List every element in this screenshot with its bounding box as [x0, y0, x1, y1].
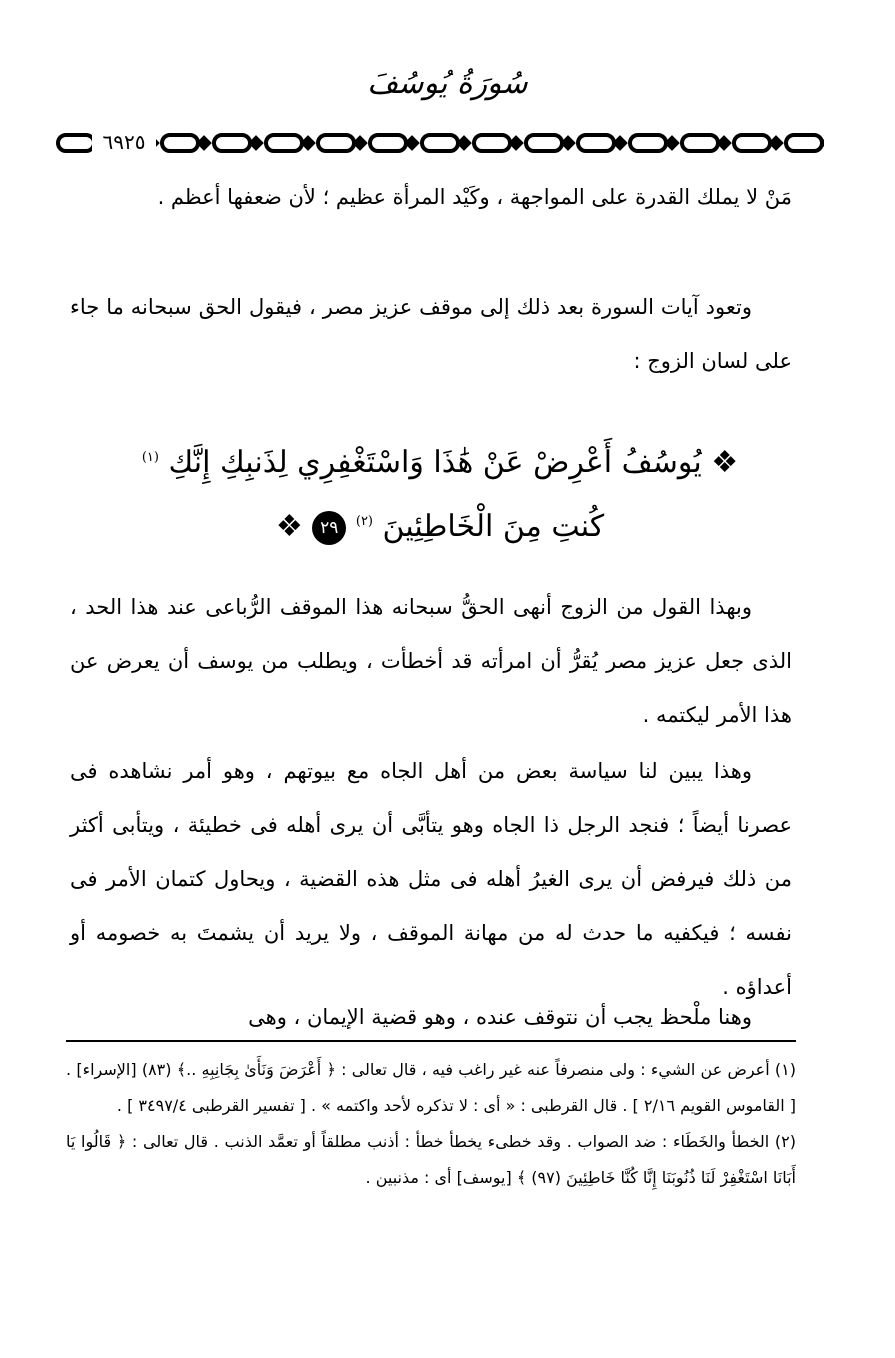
- page-number: ٦٩٢٥: [92, 128, 156, 156]
- surah-title: سُورَةُ يُوسُفَ: [367, 66, 528, 101]
- verse-line-1: [140, 426, 740, 495]
- paragraph-2: وتعود آيات السورة بعد ذلك إلى موقف عزيز مصر ، فيقول الحق سبحانه ما جاء على لسان الزوج :: [70, 295, 792, 373]
- paragraph-1: مَنْ لا يملك القدرة على المواجهة ، وكَيْد المرأة عظيم ؛ لأن ضعفها أعظم .: [157, 185, 792, 209]
- verse-line-2-text: كُنتِ مِنَ الْخَاطِئِينَ: [382, 509, 605, 544]
- footnote-2: (٢) الخطأ والخَطَاء : ضد الصواب . وقد خطىء يخطأ خطأ : أذنب مطلقاً أو تعمَّد الذنب . قال تعالى : ﴿ قَالُوا يَا أَبَانَا اسْتَغْفِرْ لَنَا ذُنُوبَنَا إِنَّا كُنَّا خَاطِئِينَ (٩٧) ﴾ [يوسف] أى : مذنبين .: [66, 1132, 796, 1187]
- footnote-marker-1: (١): [141, 450, 159, 465]
- footnote-marker-2: (٢): [355, 514, 373, 529]
- paragraph-3: وبهذا القول من الزوج أنهى الحقُّ سبحانه هذا الموقف الرُّباعى عند هذا الحد ، الذى جعل عزيز مصر يُقرُّ أن امرأته قد أخطأت ، ويطلب من يوسف أن يعرض عن هذا الأمر ليكتمه .: [70, 595, 792, 727]
- footnotes: [66, 1052, 796, 1196]
- footnote-1: (١) أعرض عن الشيء : ولى منصرفاً عنه غير راغب فيه ، قال تعالى : ﴿ أَعْرَضَ وَنَأَىٰ بِجَانِبِهِ ..﴾ (٨٣) [الإسراء] . [ القاموس القويم ٢/١٦ ] . قال القرطبى : « أى : لا تذكره لأحد واكتمه » . [ تفسير القرطبى ٣٤٩٧/٤ ] .: [66, 1060, 796, 1115]
- paragraph-5: وهنا ملْحظ يجب أن نتوقف عنده ، وهو قضية الإيمان ، وهى: [248, 1005, 752, 1029]
- header-chain-ornament: [52, 128, 824, 158]
- verse-bracket-open-icon: ❖: [711, 445, 739, 480]
- ayah-number-badge: ٢٩: [312, 511, 346, 545]
- verse-bracket-close-icon: ❖: [275, 509, 303, 544]
- paragraph-4: وهذا يبين لنا سياسة بعض من أهل الجاه مع بيوتهم ، وهو أمر نشاهده فى عصرنا أيضاً ؛ فنجد الرجل ذا الجاه وهو يتأبَّى أن يرى أهله فى خطيئة ، ويتأبى أكثر من ذلك فيرفض أن يرى الغيرُ أهله فى مثل هذه القضية ، ويحاول كتمان الأمر فى نفسه ؛ فيكفيه ما حدث له من مهانة الموقف ، ولا يريد أن يشمتَ به خصومه أو أعداؤه .: [70, 759, 792, 999]
- verse-line-2: [140, 490, 740, 559]
- footnote-divider: [66, 1040, 796, 1042]
- verse-line-1-text: يُوسُفُ أَعْرِضْ عَنْ هَٰذَا وَاسْتَغْفِرِي لِذَنبِكِ إِنَّكِ: [168, 445, 702, 480]
